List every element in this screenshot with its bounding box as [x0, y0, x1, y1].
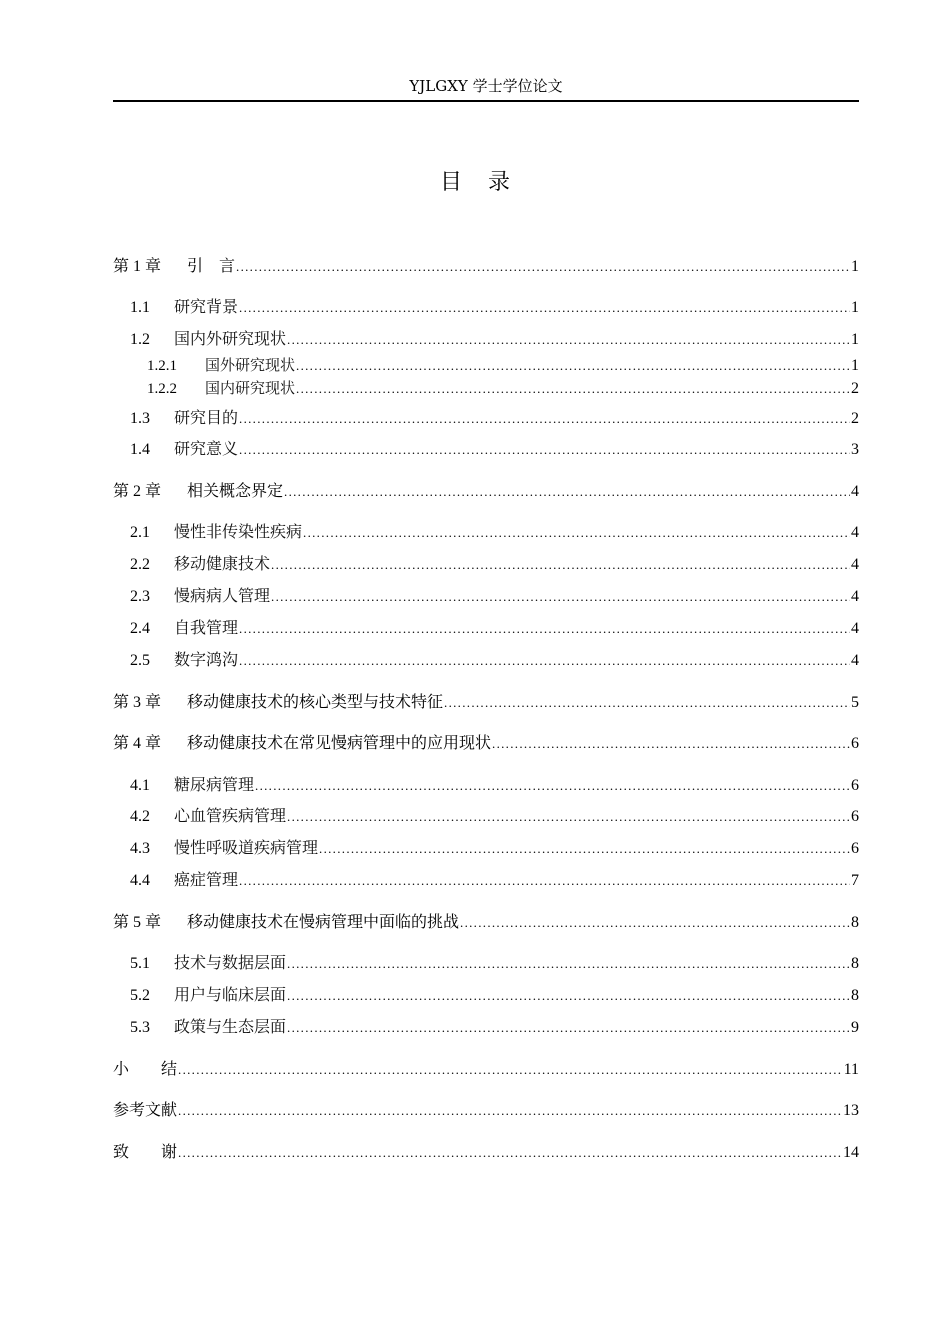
- toc-entry-text: 技术与数据层面: [174, 953, 287, 972]
- toc-entry-page: 2: [851, 380, 859, 397]
- toc-entry-1-1[interactable]: [113, 295, 859, 319]
- toc-entry-2-4[interactable]: [113, 616, 859, 640]
- toc-entry-page: 14: [843, 1144, 859, 1161]
- toc-leader-dots: [296, 354, 850, 378]
- toc-entry-text: 慢性非传染性疾病: [174, 522, 303, 541]
- toc-entry-page: 8: [851, 955, 859, 972]
- toc-entry-page: 4: [851, 483, 859, 500]
- toc-entry-text: 研究背景: [174, 297, 239, 316]
- toc-entry-text: 慢病病人管理: [174, 586, 271, 605]
- toc-entry-page: 4: [851, 556, 859, 573]
- toc-entry-page: 6: [851, 735, 859, 752]
- toc-entry-num: 4.2: [130, 808, 150, 825]
- toc-entry-text: 自我管理: [174, 618, 239, 637]
- toc-entry-ch4[interactable]: [113, 731, 859, 755]
- toc-entry-num: 1.4: [130, 441, 150, 458]
- toc-entry-num: 1.1: [130, 299, 150, 316]
- toc-entry-num: 第 2 章: [113, 483, 162, 500]
- toc-entry-page: 7: [851, 872, 859, 889]
- toc-entry-page: 1: [851, 331, 859, 348]
- toc-entry-text: 国外研究现状: [205, 356, 296, 374]
- toc-entry-num: 5.1: [130, 955, 150, 972]
- toc-entry-num: 2.4: [130, 620, 150, 637]
- toc-entry-page: 5: [851, 694, 859, 711]
- toc-entry-text: 国内研究现状: [205, 379, 296, 397]
- toc-entry-1-2-2[interactable]: [113, 376, 859, 400]
- toc-leader-dots: [287, 1016, 850, 1040]
- toc-entry-page: 6: [851, 808, 859, 825]
- toc-entry-2-2[interactable]: [113, 552, 859, 576]
- toc-entry-page: 4: [851, 524, 859, 541]
- toc-entry-page: 6: [851, 777, 859, 794]
- toc-entry-text: 致 谢: [113, 1142, 178, 1161]
- toc-entry-summary[interactable]: [113, 1057, 859, 1081]
- toc-entry-page: 2: [851, 410, 859, 427]
- toc-entry-page: 13: [843, 1102, 859, 1119]
- toc-entry-text: 癌症管理: [174, 870, 239, 889]
- toc-entry-2-1[interactable]: [113, 520, 859, 544]
- toc-leader-dots: [287, 805, 850, 829]
- toc-entry-text: 数字鸿沟: [174, 650, 239, 669]
- toc-leader-dots: [271, 553, 850, 577]
- toc-leader-dots: [239, 617, 850, 641]
- toc-entry-4-1[interactable]: [113, 773, 859, 797]
- toc-entry-text: 引 言: [187, 256, 236, 275]
- toc-leader-dots: [492, 732, 850, 756]
- toc-entry-num: 第 5 章: [113, 914, 162, 931]
- toc-entry-text: 研究意义: [174, 439, 239, 458]
- toc-entry-1-2[interactable]: [113, 327, 859, 351]
- toc-entry-1-4[interactable]: [113, 437, 859, 461]
- toc-entry-num: 5.2: [130, 987, 150, 1004]
- toc-entry-text: 糖尿病管理: [174, 775, 255, 794]
- toc-leader-dots: [178, 1099, 842, 1123]
- toc-entry-num: 2.5: [130, 652, 150, 669]
- toc-entry-page: 8: [851, 914, 859, 931]
- toc-entry-text: 国内外研究现状: [174, 329, 287, 348]
- toc-entry-num: 4.1: [130, 777, 150, 794]
- toc-entry-page: 3: [851, 441, 859, 458]
- toc-leader-dots: [271, 585, 850, 609]
- toc-entry-text: 移动健康技术在慢病管理中面临的挑战: [187, 912, 460, 931]
- toc-entry-text: 心血管疾病管理: [174, 806, 287, 825]
- toc-entry-page: 1: [851, 357, 859, 374]
- toc-entry-page: 4: [851, 588, 859, 605]
- toc-leader-dots: [287, 952, 850, 976]
- toc-entry-ch2[interactable]: [113, 479, 859, 503]
- toc-entry-5-3[interactable]: [113, 1015, 859, 1039]
- toc-entry-acknowledgements[interactable]: [113, 1140, 859, 1164]
- toc-leader-dots: [444, 691, 850, 715]
- toc-entry-page: 4: [851, 652, 859, 669]
- toc-entry-5-2[interactable]: [113, 983, 859, 1007]
- toc-entry-4-3[interactable]: [113, 836, 859, 860]
- page-header: YJLGXY 学士学位论文: [409, 77, 563, 95]
- toc-leader-dots: [296, 377, 850, 401]
- toc-entry-num: 第 4 章: [113, 735, 162, 752]
- toc-entry-text: 慢性呼吸道疾病管理: [174, 838, 319, 857]
- toc-title: [0, 168, 950, 198]
- toc-entry-num: 4.4: [130, 872, 150, 889]
- toc-title-right: 录: [488, 170, 511, 195]
- toc-entry-ch3[interactable]: [113, 690, 859, 714]
- header-rule: [113, 100, 859, 102]
- toc-leader-dots: [287, 328, 850, 352]
- toc-entry-text: 政策与生态层面: [174, 1017, 287, 1036]
- toc-entry-page: 1: [851, 299, 859, 316]
- toc-entry-text: 移动健康技术在常见慢病管理中的应用现状: [187, 733, 492, 752]
- toc-leader-dots: [239, 649, 850, 673]
- toc-entry-page: 8: [851, 987, 859, 1004]
- toc-entry-text: 研究目的: [174, 408, 239, 427]
- toc-entry-num: 2.2: [130, 556, 150, 573]
- toc-entry-text: 相关概念界定: [187, 481, 284, 500]
- toc-leader-dots: [319, 837, 850, 861]
- toc-entry-text: 用户与临床层面: [174, 985, 287, 1004]
- toc-entry-num: 5.3: [130, 1019, 150, 1036]
- toc-entry-1-3[interactable]: [113, 406, 859, 430]
- toc-leader-dots: [460, 911, 850, 935]
- toc-leader-dots: [239, 869, 850, 893]
- toc-entry-page: 9: [851, 1019, 859, 1036]
- toc-entry-text: 小 结: [113, 1059, 178, 1078]
- toc-leader-dots: [239, 438, 850, 462]
- toc-leader-dots: [239, 407, 850, 431]
- toc-entry-text: 移动健康技术: [174, 554, 271, 573]
- toc-entry-num: 第 3 章: [113, 694, 162, 711]
- toc-entry-2-3[interactable]: [113, 584, 859, 608]
- toc-entry-text: 移动健康技术的核心类型与技术特征: [187, 692, 444, 711]
- toc-entry-2-5[interactable]: [113, 648, 859, 672]
- toc-leader-dots: [303, 521, 850, 545]
- toc-entry-num: 1.2.2: [147, 381, 177, 397]
- toc-entry-num: 1.2.1: [147, 358, 177, 374]
- toc-entry-1-2-1[interactable]: [113, 353, 859, 377]
- toc-entry-4-2[interactable]: [113, 804, 859, 828]
- toc-leader-dots: [178, 1141, 842, 1165]
- toc-leader-dots: [287, 984, 850, 1008]
- toc-entry-num: 1.2: [130, 331, 150, 348]
- toc-leader-dots: [178, 1058, 843, 1082]
- toc-entry-4-4[interactable]: [113, 868, 859, 892]
- toc-entry-text: 参考文献: [113, 1100, 178, 1119]
- toc-entry-references[interactable]: [113, 1098, 859, 1122]
- toc-leader-dots: [255, 774, 850, 798]
- toc-entry-ch5[interactable]: [113, 910, 859, 934]
- toc-leader-dots: [284, 480, 850, 504]
- toc-entry-num: 2.3: [130, 588, 150, 605]
- toc-entry-page: 1: [851, 258, 859, 275]
- toc-entry-num: 4.3: [130, 840, 150, 857]
- toc-title-left: 目: [439, 170, 462, 195]
- toc-leader-dots: [236, 255, 850, 279]
- toc-entry-ch1[interactable]: [113, 254, 859, 278]
- toc-entry-page: 6: [851, 840, 859, 857]
- toc-entry-page: 11: [843, 1061, 859, 1078]
- toc-entry-num: 第 1 章: [113, 258, 162, 275]
- toc-entry-num: 2.1: [130, 524, 150, 541]
- toc-entry-page: 4: [851, 620, 859, 637]
- toc-entry-num: 1.3: [130, 410, 150, 427]
- toc-entry-5-1[interactable]: [113, 951, 859, 975]
- toc-leader-dots: [239, 296, 850, 320]
